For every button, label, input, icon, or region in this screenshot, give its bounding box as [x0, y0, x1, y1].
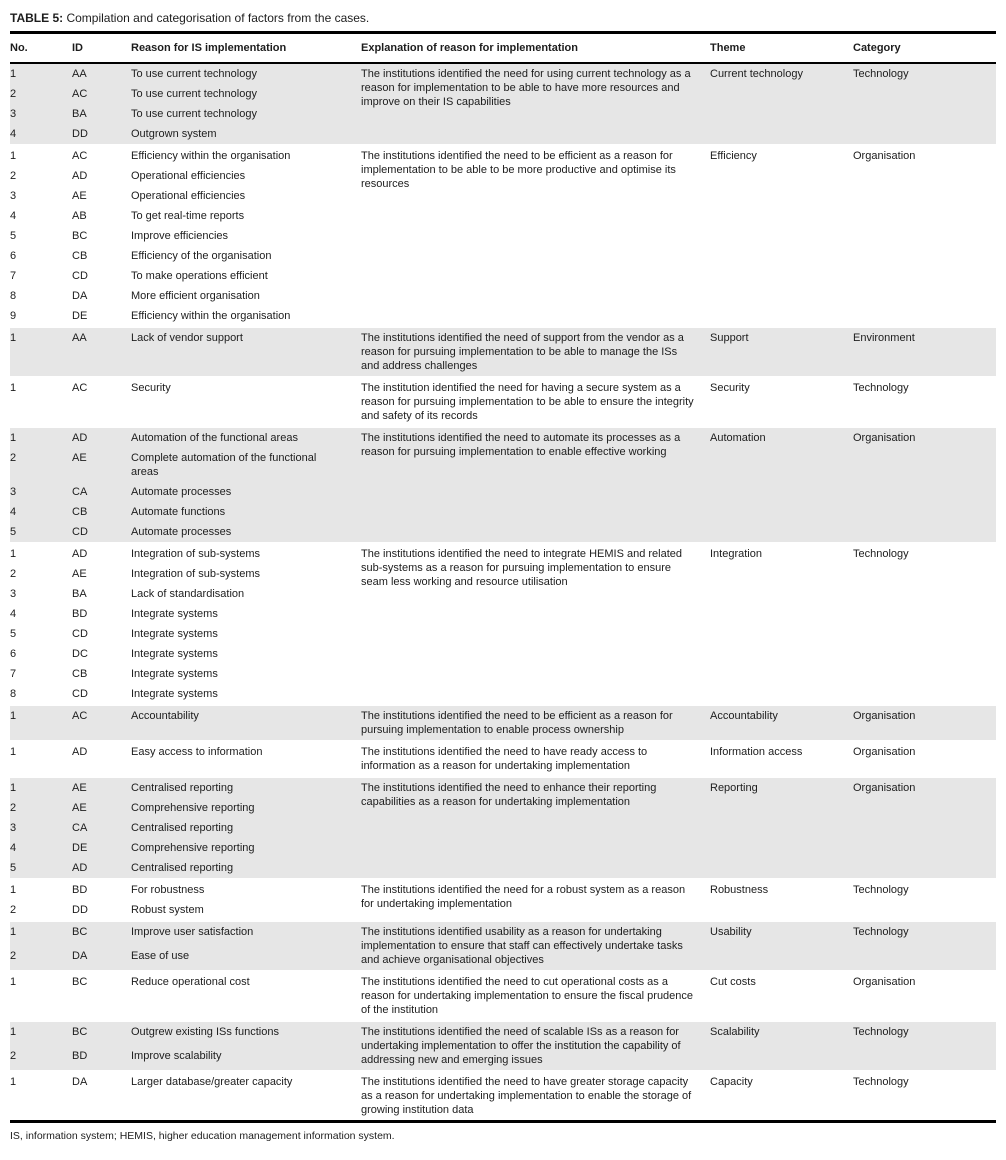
case-id: AA [72, 68, 87, 80]
explanation-cell: The institutions identified the need to be efficient as a reason for implementation to be able to be more productive and optimise its resources [361, 150, 676, 190]
case-id: DE [72, 842, 88, 854]
row-number: 3 [10, 588, 17, 600]
theme-cell: Scalability [710, 1026, 760, 1038]
reason-cell: Robust system [131, 904, 204, 916]
reason-cell: To use current technology [131, 88, 257, 100]
case-id: AE [72, 568, 87, 580]
case-id: BA [72, 108, 87, 120]
reason-cell: Security [131, 382, 171, 394]
theme-cell: Security [710, 382, 750, 394]
row-number: 4 [10, 506, 17, 518]
theme-cell: Support [710, 332, 749, 344]
row-number: 2 [10, 904, 17, 916]
reason-cell: To use current technology [131, 108, 257, 120]
case-id: CD [72, 526, 88, 538]
factors-table [10, 31, 996, 1123]
case-id: BC [72, 1026, 88, 1038]
row-number: 2 [10, 950, 17, 962]
theme-cell: Reporting [710, 782, 758, 794]
row-number: 1 [10, 710, 17, 722]
row-number: 6 [10, 648, 17, 660]
theme-cell: Cut costs [710, 976, 756, 988]
reason-cell: To get real-time reports [131, 210, 245, 222]
table-group [10, 778, 996, 878]
row-number: 1 [10, 150, 17, 162]
theme-cell: Automation [710, 432, 766, 444]
reason-cell: Operational efficiencies [131, 190, 246, 202]
row-number: 1 [10, 1026, 17, 1038]
row-number: 3 [10, 108, 17, 120]
row-number: 9 [10, 310, 17, 322]
case-id: CB [72, 250, 88, 262]
case-id: BD [72, 884, 88, 896]
reason-cell: Reduce operational cost [131, 976, 250, 988]
row-number: 1 [10, 782, 17, 794]
case-id: DD [72, 128, 88, 140]
reason-cell: Integrate systems [131, 628, 218, 640]
case-id: AA [72, 332, 87, 344]
row-number: 7 [10, 270, 17, 282]
reason-cell: Operational efficiencies [131, 170, 246, 182]
row-number: 1 [10, 332, 17, 344]
row-number: 6 [10, 250, 17, 262]
reason-cell: Efficiency within the organisation [131, 150, 291, 162]
row-number: 8 [10, 688, 17, 700]
theme-cell: Integration [710, 548, 762, 560]
column-header-category: Category [853, 42, 901, 54]
category-cell: Organisation [853, 150, 916, 162]
row-number: 2 [10, 88, 17, 100]
category-cell: Technology [853, 68, 909, 80]
category-cell: Organisation [853, 432, 916, 444]
row-number: 4 [10, 608, 17, 620]
case-id: BC [72, 976, 88, 988]
row-number: 1 [10, 548, 17, 560]
row-number: 5 [10, 526, 17, 538]
reason-cell: Automate functions [131, 506, 226, 518]
row-number: 1 [10, 746, 17, 758]
table-group [10, 1072, 996, 1120]
row-number: 1 [10, 382, 17, 394]
column-header-theme: Theme [710, 42, 746, 54]
theme-cell: Information access [710, 746, 803, 758]
reason-cell: Comprehensive reporting [131, 802, 255, 814]
case-id: BA [72, 588, 87, 600]
category-cell: Organisation [853, 976, 916, 988]
reason-cell: Centralised reporting [131, 822, 234, 834]
reason-cell: Centralised reporting [131, 782, 234, 794]
table-group [10, 880, 996, 920]
case-id: CD [72, 628, 88, 640]
table-group [10, 1022, 996, 1070]
theme-cell: Robustness [710, 884, 769, 896]
case-id: AD [72, 170, 88, 182]
table-caption: Compilation and categorisation of factors from the cases. [63, 11, 370, 25]
row-number: 5 [10, 230, 17, 242]
explanation-cell: The institutions identified the need to have greater storage capacity as a reason for undertaking implementation to enable the storage of growing institution data [361, 1076, 692, 1116]
reason-cell: Efficiency of the organisation [131, 250, 272, 262]
case-id: AD [72, 746, 88, 758]
theme-cell: Capacity [710, 1076, 753, 1088]
reason-cell: Integrate systems [131, 688, 218, 700]
case-id: CB [72, 668, 88, 680]
reason-cell: Complete automation of the functional areas [131, 452, 317, 478]
reason-cell: Improve user satisfaction [131, 926, 254, 938]
case-id: DE [72, 310, 88, 322]
reason-cell: To make operations efficient [131, 270, 268, 282]
explanation-cell: The institutions identified the need for using current technology as a reason for implementation to be able to have more resources and improve on their IS capabilities [361, 68, 691, 108]
row-number: 1 [10, 926, 17, 938]
case-id: AC [72, 710, 88, 722]
category-cell: Organisation [853, 710, 916, 722]
row-number: 2 [10, 568, 17, 580]
case-id: AC [72, 382, 88, 394]
category-cell: Technology [853, 1076, 909, 1088]
reason-cell: Automation of the functional areas [131, 432, 298, 444]
reason-cell: Automate processes [131, 526, 232, 538]
theme-cell: Usability [710, 926, 752, 938]
reason-cell: Outgrown system [131, 128, 217, 140]
row-number: 1 [10, 68, 17, 80]
table-footnote: IS, information system; HEMIS, higher education management information system. [10, 1130, 395, 1142]
case-id: AE [72, 802, 87, 814]
row-number: 5 [10, 628, 17, 640]
case-id: AD [72, 862, 88, 874]
category-cell: Environment [853, 332, 915, 344]
case-id: BC [72, 926, 88, 938]
reason-cell: Lack of standardisation [131, 588, 245, 600]
case-id: CD [72, 270, 88, 282]
reason-cell: Integrate systems [131, 648, 218, 660]
row-number: 7 [10, 668, 17, 680]
table-group [10, 922, 996, 970]
row-number: 2 [10, 1050, 17, 1062]
explanation-cell: The institutions identified the need of support from the vendor as a reason for pursuing implementation to be able to manage the ISs and address challenges [361, 332, 684, 372]
reason-cell: Integrate systems [131, 668, 218, 680]
row-number: 8 [10, 290, 17, 302]
reason-cell: To use current technology [131, 68, 257, 80]
case-id: CA [72, 822, 88, 834]
row-number: 3 [10, 190, 17, 202]
row-number: 3 [10, 486, 17, 498]
row-number: 2 [10, 802, 17, 814]
reason-cell: For robustness [131, 884, 205, 896]
category-cell: Technology [853, 382, 909, 394]
reason-cell: Lack of vendor support [131, 332, 243, 344]
theme-cell: Accountability [710, 710, 778, 722]
reason-cell: Larger database/greater capacity [131, 1076, 293, 1088]
row-number: 1 [10, 976, 17, 988]
table-body [10, 64, 996, 1120]
case-id: AD [72, 548, 88, 560]
reason-cell: Centralised reporting [131, 862, 234, 874]
column-header-no: No. [10, 42, 28, 54]
explanation-cell: The institutions identified the need of scalable ISs as a reason for undertaking implementation to offer the institution the capability of addressing new and emerging issues [361, 1026, 681, 1066]
row-number: 4 [10, 210, 17, 222]
case-id: DD [72, 904, 88, 916]
row-number: 3 [10, 822, 17, 834]
reason-cell: Integration of sub-systems [131, 568, 261, 580]
explanation-cell: The institutions identified the need to automate its processes as a reason for pursuing implementation to enable effective working [361, 432, 681, 458]
case-id: AE [72, 452, 87, 464]
table-header-row [10, 34, 996, 64]
category-cell: Technology [853, 926, 909, 938]
explanation-cell: The institutions identified the need to be efficient as a reason for pursuing implementation to enable process ownership [361, 710, 673, 736]
reason-cell: Accountability [131, 710, 199, 722]
reason-cell: Efficiency within the organisation [131, 310, 291, 322]
row-number: 1 [10, 1076, 17, 1088]
table-group [10, 742, 996, 776]
row-number: 4 [10, 842, 17, 854]
row-number: 1 [10, 432, 17, 444]
row-number: 5 [10, 862, 17, 874]
case-id: DA [72, 1076, 88, 1088]
category-cell: Technology [853, 884, 909, 896]
reason-cell: Comprehensive reporting [131, 842, 255, 854]
case-id: CA [72, 486, 88, 498]
explanation-cell: The institutions identified the need to cut operational costs as a reason for undertaking implementation to ensure the fiscal prudence of the institution [361, 976, 694, 1016]
case-id: AC [72, 150, 88, 162]
theme-cell: Efficiency [710, 150, 757, 162]
reason-cell: More efficient organisation [131, 290, 260, 302]
case-id: DA [72, 290, 88, 302]
table-group [10, 328, 996, 376]
case-id: DA [72, 950, 88, 962]
reason-cell: Integrate systems [131, 608, 218, 620]
case-id: BC [72, 230, 88, 242]
explanation-cell: The institutions identified the need for a robust system as a reason for undertaking implementation [361, 884, 686, 910]
case-id: AB [72, 210, 87, 222]
reason-cell: Integration of sub-systems [131, 548, 261, 560]
case-id: AC [72, 88, 88, 100]
row-number: 4 [10, 128, 17, 140]
table-group [10, 544, 996, 704]
reason-cell: Improve scalability [131, 1050, 222, 1062]
table-group [10, 378, 996, 426]
case-id: AE [72, 782, 87, 794]
case-id: DC [72, 648, 88, 660]
column-header-id: ID [72, 42, 83, 54]
explanation-cell: The institutions identified the need to enhance their reporting capabilities as a reason for undertaking implementation [361, 782, 657, 808]
row-number: 2 [10, 452, 17, 464]
column-header-explanation: Explanation of reason for implementation [361, 42, 578, 54]
category-cell: Organisation [853, 746, 916, 758]
row-number: 1 [10, 884, 17, 896]
explanation-cell: The institutions identified the need to integrate HEMIS and related sub-systems as a reason for pursuing implementation to ensure seam less working and resource utilisation [361, 548, 683, 588]
case-id: CB [72, 506, 88, 518]
reason-cell: Automate processes [131, 486, 232, 498]
table-title [10, 8, 996, 31]
category-cell: Technology [853, 1026, 909, 1038]
explanation-cell: The institutions identified usability as a reason for undertaking implementation to ensure that staff can effectively undertake tasks and achieve organisational objectives [361, 926, 683, 966]
reason-cell: Improve efficiencies [131, 230, 229, 242]
category-cell: Technology [853, 548, 909, 560]
case-id: BD [72, 1050, 88, 1062]
table-group [10, 146, 996, 326]
table-group [10, 428, 996, 542]
theme-cell: Current technology [710, 68, 803, 80]
case-id: CD [72, 688, 88, 700]
row-number: 2 [10, 170, 17, 182]
reason-cell: Outgrew existing ISs functions [131, 1026, 279, 1038]
table-group [10, 64, 996, 144]
reason-cell: Ease of use [131, 950, 190, 962]
table-number-label: TABLE 5: [10, 11, 64, 25]
case-id: AD [72, 432, 88, 444]
case-id: AE [72, 190, 87, 202]
category-cell: Organisation [853, 782, 916, 794]
table-group [10, 706, 996, 740]
table-group [10, 972, 996, 1020]
case-id: BD [72, 608, 88, 620]
explanation-cell: The institution identified the need for having a secure system as a reason for pursuing implementation to be able to ensure the integrity and safety of its records [361, 382, 694, 422]
column-header-reason: Reason for IS implementation [131, 42, 287, 54]
explanation-cell: The institutions identified the need to have ready access to information as a reason for undertaking implementation [361, 746, 648, 772]
reason-cell: Easy access to information [131, 746, 263, 758]
